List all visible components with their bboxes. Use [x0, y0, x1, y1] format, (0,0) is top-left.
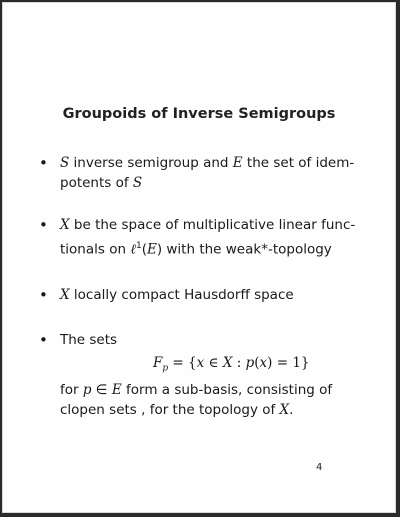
bullet-marker: •	[39, 216, 48, 234]
bullet-2-line-1: X be the space of multiplicative linear func-	[60, 217, 356, 233]
sub-basis-formula: $F_p = \{x$ ∈ X : p(x) = 1}	[153, 355, 310, 374]
bullet-3-line-1: X locally compact Hausdorff space	[60, 287, 294, 303]
slide-title: Groupoids of Inverse Semigroups	[62, 106, 336, 122]
slide-page	[2, 2, 396, 513]
bullet-marker: •	[39, 331, 48, 349]
bullet-4-line-2: for p ∈ E form a sub-basis, consisting of	[60, 382, 333, 398]
bullet-marker: •	[39, 286, 48, 304]
page-number: 4	[316, 462, 323, 473]
bullet-2-line-2: tionals on ℓ$^1$(E) with the weak*-topology	[60, 241, 332, 258]
bullet-1-line-1: S inverse semigroup and E the set of idem-	[60, 155, 355, 171]
bullet-marker: •	[39, 154, 48, 172]
bullet-4-line-1: The sets	[60, 332, 118, 348]
bullet-4-line-3: clopen sets , for the topology of X.	[60, 402, 294, 418]
bullet-1-line-2: potents of S	[60, 175, 143, 191]
